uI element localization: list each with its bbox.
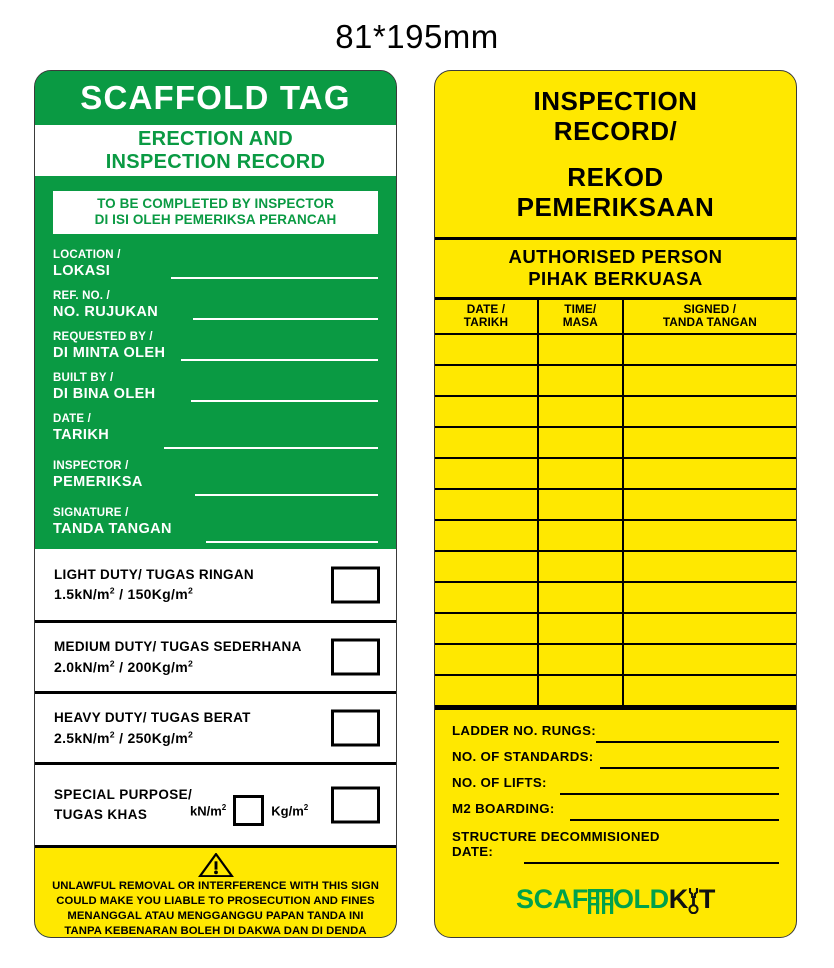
field-ref-no-label-en: REF. NO. / — [53, 290, 110, 303]
table-cell-sign[interactable] — [623, 520, 796, 551]
field-signature-label-ms: TANDA TANGAN — [53, 521, 172, 538]
table-cell-time[interactable] — [538, 489, 623, 520]
field-location-input[interactable] — [171, 277, 378, 279]
table-row — [435, 520, 796, 551]
duty-special-kn-input[interactable] — [233, 795, 264, 826]
inspector-note-box — [52, 190, 379, 235]
table-header-signed — [623, 300, 796, 334]
table-header-row — [435, 300, 796, 334]
field-decommissioned-date-input[interactable] — [524, 862, 779, 864]
table-cell-date[interactable] — [435, 458, 538, 489]
table-row — [435, 613, 796, 644]
table-cell-sign[interactable] — [623, 489, 796, 520]
field-no-of-standards-input[interactable] — [600, 767, 779, 769]
authorised-person-band — [435, 237, 796, 300]
duty-special-line-1: SPECIAL PURPOSE/ — [54, 786, 193, 802]
duty-light-name: LIGHT DUTY/ TUGAS RINGAN — [54, 566, 254, 582]
logo-text-k: K — [668, 884, 688, 915]
field-inspector-label-ms: PEMERIKSA — [53, 474, 143, 491]
table-cell-sign[interactable] — [623, 582, 796, 613]
field-ref-no-label-ms: NO. RUJUKAN — [53, 304, 159, 321]
inspection-title-line-2: RECORD/ — [553, 115, 678, 146]
field-m2-boarding-input[interactable] — [570, 819, 779, 821]
table-cell-time[interactable] — [538, 427, 623, 458]
duty-special-kn-label: $kN/m^2$ — [190, 802, 227, 819]
table-row — [435, 458, 796, 489]
table-cell-date[interactable] — [435, 365, 538, 396]
warning-line-1: UNLAWFUL REMOVAL OR INTERFERENCE WITH THIS SIGN — [52, 880, 379, 893]
field-built-by-label-ms: DI BINA OLEH — [53, 386, 156, 403]
table-cell-time[interactable] — [538, 458, 623, 489]
field-ref-no-input[interactable] — [193, 318, 378, 320]
warning-triangle-icon — [185, 853, 247, 877]
duty-row-medium — [35, 620, 396, 691]
field-signature-label-en: SIGNATURE / — [53, 507, 129, 520]
duty-special-checkbox[interactable] — [331, 787, 380, 824]
authorised-line-2: PIHAK BERKUASA — [528, 267, 703, 289]
table-row — [435, 489, 796, 520]
field-m2-boarding-label: M2 BOARDING: — [452, 801, 555, 817]
table-cell-date[interactable] — [435, 613, 538, 644]
logo-text-scaf: SCAF — [516, 884, 588, 915]
table-cell-time[interactable] — [538, 334, 623, 365]
inspection-record-title — [435, 71, 796, 223]
field-requested-by-label-ms: DI MINTA OLEH — [53, 345, 166, 362]
brand-logo — [452, 884, 779, 915]
field-date-label-en: DATE / — [53, 413, 92, 426]
field-date-label-ms: TARIKH — [53, 427, 110, 444]
table-cell-time[interactable] — [538, 520, 623, 551]
field-signature — [53, 507, 382, 545]
table-cell-sign[interactable] — [623, 365, 796, 396]
table-row — [435, 675, 796, 706]
field-built-by — [53, 372, 382, 404]
table-header-date-ms: TARIKH — [463, 315, 509, 330]
table-cell-date[interactable] — [435, 582, 538, 613]
inspection-table-body — [435, 334, 796, 706]
duty-special-line-2: TUGAS KHAS — [54, 807, 148, 822]
inspection-table — [435, 300, 796, 707]
warning-section — [35, 845, 396, 938]
duty-rating-section — [35, 549, 396, 845]
title-spacer — [445, 146, 786, 163]
table-header-date-en: DATE / — [466, 301, 506, 316]
field-no-of-lifts-input[interactable] — [560, 793, 779, 795]
table-row — [435, 551, 796, 582]
field-no-of-standards-label: NO. OF STANDARDS: — [452, 749, 594, 765]
tag-form-fields — [53, 249, 382, 545]
duty-special-kg-label: $Kg/m^2$ — [271, 802, 309, 819]
field-requested-by-label-en: REQUESTED BY / — [53, 331, 153, 344]
erection-line-2: INSPECTION RECORD — [105, 150, 326, 173]
table-row — [435, 582, 796, 613]
field-requested-by-input[interactable] — [181, 359, 378, 361]
inspection-record-card — [434, 70, 797, 938]
field-decommissioned-date-label: DATE: — [452, 844, 494, 860]
table-cell-date[interactable] — [435, 675, 538, 706]
field-ladder-rungs-input[interactable] — [596, 741, 779, 743]
duty-row-heavy — [35, 691, 396, 762]
table-row — [435, 427, 796, 458]
duty-medium-name: MEDIUM DUTY/ TUGAS SEDERHANA — [54, 639, 302, 655]
inspection-title-line-4: PEMERIKSAAN — [516, 191, 715, 222]
table-header-date — [435, 300, 538, 334]
field-no-of-lifts — [452, 775, 779, 801]
table-cell-sign[interactable] — [623, 458, 796, 489]
table-cell-time[interactable] — [538, 582, 623, 613]
table-header-time — [538, 300, 623, 334]
table-cell-sign[interactable] — [623, 551, 796, 582]
inspector-note-line-2: DI ISI OLEH PEMERIKSA PERANCAH — [94, 212, 337, 228]
page-title: 81*195mm — [335, 18, 499, 55]
duty-heavy-checkbox[interactable] — [331, 710, 380, 747]
duty-heavy-load: $2.5kN/m^2 / 250Kg/m^2$ — [54, 728, 194, 746]
table-cell-time[interactable] — [538, 365, 623, 396]
field-date — [53, 413, 382, 451]
table-cell-sign[interactable] — [623, 396, 796, 427]
field-built-by-input[interactable] — [191, 400, 378, 402]
field-date-input[interactable] — [164, 447, 378, 449]
table-cell-date[interactable] — [435, 489, 538, 520]
table-cell-date[interactable] — [435, 551, 538, 582]
table-cell-time[interactable] — [538, 675, 623, 706]
wrench-icon — [688, 887, 699, 914]
table-header-time-en: TIME/ — [564, 301, 597, 316]
authorised-line-1: AUTHORISED PERSON — [508, 245, 723, 267]
table-header-signed-ms: TANDA TANGAN — [662, 315, 757, 330]
table-cell-date[interactable] — [435, 334, 538, 365]
duty-medium-load: $2.0kN/m^2 / 200Kg/m^2$ — [54, 657, 194, 675]
table-cell-date[interactable] — [435, 644, 538, 675]
duty-light-load: $1.5kN/m^2 / 150Kg/m^2$ — [54, 585, 194, 603]
table-cell-time[interactable] — [538, 644, 623, 675]
decommissioned-label: STRUCTURE DECOMMISIONED — [452, 829, 660, 845]
table-cell-date[interactable] — [435, 427, 538, 458]
table-cell-date[interactable] — [435, 396, 538, 427]
table-cell-date[interactable] — [435, 520, 538, 551]
field-signature-input[interactable] — [206, 541, 378, 543]
warning-line-4: TANPA KEBENARAN BOLEH DI DAKWA DAN DI DENDA — [64, 925, 367, 938]
table-header-time-ms: MASA — [562, 315, 598, 330]
field-built-by-label-en: BUILT BY / — [53, 372, 114, 385]
erection-line-1: ERECTION AND — [137, 128, 294, 151]
table-cell-time[interactable] — [538, 613, 623, 644]
table-row — [435, 334, 796, 365]
field-location — [53, 249, 382, 281]
warning-line-3: MENANGGAL ATAU MENGGANGGU PAPAN TANDA INI — [67, 910, 364, 923]
field-inspector — [53, 460, 382, 498]
field-ladder-rungs-label: LADDER NO. RUNGS: — [452, 723, 596, 739]
table-row — [435, 644, 796, 675]
table-cell-sign[interactable] — [623, 427, 796, 458]
duty-row-special — [35, 762, 396, 845]
scaffold-tower-icon — [587, 887, 614, 914]
duty-medium-checkbox[interactable] — [331, 639, 380, 676]
field-ref-no — [53, 290, 382, 322]
green-section — [35, 71, 396, 549]
table-cell-sign[interactable] — [623, 613, 796, 644]
scaffold-tag-title: SCAFFOLD TAG — [80, 79, 351, 116]
inspection-title-line-1: INSPECTION — [533, 86, 698, 116]
field-ladder-rungs — [452, 723, 779, 749]
field-no-of-lifts-label: NO. OF LIFTS: — [452, 775, 547, 791]
structure-details-section — [435, 707, 796, 915]
table-cell-sign[interactable] — [623, 334, 796, 365]
logo-text-t: T — [698, 884, 715, 915]
field-m2-boarding — [452, 801, 779, 827]
field-no-of-standards — [452, 749, 779, 775]
table-header-signed-en: SIGNED / — [683, 301, 737, 316]
field-inspector-label-en: INSPECTOR / — [53, 460, 129, 473]
scaffold-tag-card — [34, 70, 397, 938]
warning-text — [52, 879, 379, 938]
inspector-note-line-1: TO BE COMPLETED BY INSPECTOR — [97, 196, 334, 211]
inspection-title-line-3: REKOD — [567, 162, 664, 193]
table-cell-time[interactable] — [538, 396, 623, 427]
duty-light-checkbox[interactable] — [331, 566, 380, 603]
table-cell-sign[interactable] — [623, 675, 796, 706]
table-cell-time[interactable] — [538, 551, 623, 582]
table-row — [435, 365, 796, 396]
field-location-label-en: LOCATION / — [53, 249, 121, 262]
warning-line-2: COULD MAKE YOU LIABLE TO PROSECUTION AND FINES — [56, 895, 375, 908]
duty-special-units — [190, 795, 308, 826]
inspection-table-head — [435, 300, 796, 334]
table-cell-sign[interactable] — [623, 644, 796, 675]
field-requested-by — [53, 331, 382, 363]
scaffold-tag-header — [35, 71, 396, 125]
field-decommissioned-date — [452, 844, 779, 870]
field-inspector-input[interactable] — [195, 494, 378, 496]
erection-subtitle-band — [35, 125, 396, 176]
logo-text-old: OLD — [612, 884, 669, 915]
duty-heavy-name: HEAVY DUTY/ TUGAS BERAT — [54, 710, 251, 726]
table-row — [435, 396, 796, 427]
field-location-label-ms: LOKASI — [53, 263, 111, 280]
duty-row-light — [35, 549, 396, 620]
